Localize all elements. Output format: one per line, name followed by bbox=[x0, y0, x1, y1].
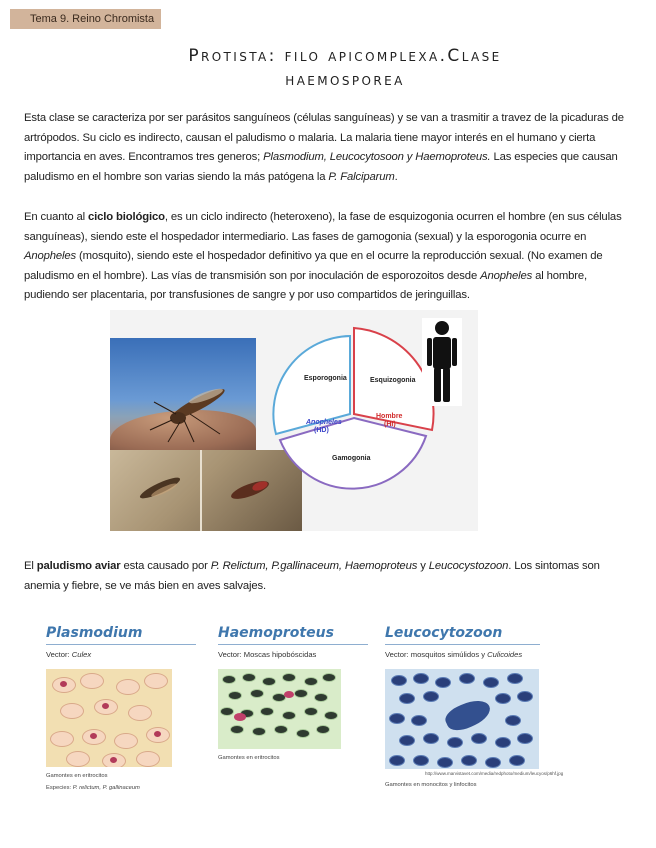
intro-genera: Plasmodium, Leucocytosoon y Haemoproteus. bbox=[263, 151, 491, 163]
label-hd: (HD) bbox=[314, 427, 329, 434]
organism-name: Haemoproteus bbox=[218, 625, 368, 645]
vector-label: Vector: bbox=[46, 650, 72, 659]
label-anopheles: Anopheles bbox=[306, 419, 342, 426]
chapter-tab bbox=[10, 9, 161, 29]
organism-haemoproteus bbox=[218, 625, 393, 761]
cycle-text-a: En cuanto al bbox=[24, 211, 88, 223]
intro-text-b: Las especies que causan paludismo en el hombre son varias siendo la más patógena la bbox=[24, 151, 618, 183]
intro-text-c: . bbox=[394, 170, 398, 183]
avian-text-c: y bbox=[417, 560, 429, 572]
page-title-line-2: haemosporea bbox=[285, 70, 405, 90]
avian-bold: paludismo aviar bbox=[36, 560, 121, 572]
label-hi: (HI) bbox=[384, 421, 396, 428]
cycle-bold: ciclo biológico bbox=[88, 211, 165, 223]
cycle-text-b: , es un ciclo indirecto (heteroxeno), la fase de esquizogonia ocurren el hombre (en sus células sanguíneas), siendo este el hospedador intermediario. Las fases de gamogonia (sexual) y la esporogonia ocurre en bbox=[24, 211, 622, 243]
species-value: P. relictum, P. gallinaceum bbox=[72, 785, 140, 791]
label-hombre: Hombre bbox=[376, 413, 403, 420]
avian-malaria-paragraph bbox=[24, 557, 624, 596]
label-esquizogonia: Esquizogonia bbox=[370, 377, 416, 384]
mosquito-photo bbox=[110, 338, 256, 450]
organism-name: Leucocytozoon bbox=[385, 625, 540, 645]
vector-value: Culicoides bbox=[487, 650, 523, 659]
organism-plasmodium bbox=[46, 625, 221, 791]
organism-vector bbox=[218, 650, 393, 659]
page-title bbox=[90, 44, 600, 92]
label-esporogonia: Esporogonia bbox=[304, 375, 347, 382]
chapter-tab-label: Tema 9. Reino Chromista bbox=[30, 13, 155, 25]
cycle-text-d: al hombre, pudiendo ser placentaria, por transfusiones de sangre y por uso compartidos de jeringuillas. bbox=[24, 269, 587, 301]
avian-text-d: . Los sintomas son anemia y fiebre, se ve más bien en aves salvajes. bbox=[24, 560, 600, 592]
life-cycle-figure bbox=[110, 310, 478, 531]
species-label: Especies: bbox=[46, 785, 73, 791]
image-source-url: http://www.marvistavet.com/media/redphoto/medium/leucyos/p6hf.jpg bbox=[425, 771, 564, 776]
avian-species: P. Relictum, P.gallinaceum, Haemoproteus bbox=[210, 560, 418, 572]
vector-value: Culex bbox=[71, 650, 92, 659]
organism-species bbox=[46, 785, 221, 791]
organism-vector bbox=[385, 650, 585, 659]
avian-species-2: Leucocystozoon bbox=[428, 560, 509, 572]
organism-name: Plasmodium bbox=[46, 625, 196, 645]
page-title-line-1: Protista: filo apicomplexa.Clase bbox=[188, 46, 502, 66]
intro-species: P. Falciparum bbox=[328, 170, 395, 183]
intro-paragraph bbox=[24, 109, 624, 187]
intro-text-a: Esta clase se caracteriza por ser parásitos sanguíneos (células sanguíneas) y se van a trasmitir a travez de la picaduras de artrópodos. Su ciclo es indirecto, causan el paludismo o malaria. La malaria tiene mayor interés en el humano y cierta importancia en aves. Encontramos tres generos; bbox=[24, 112, 624, 163]
label-gamogonia: Gamogonia bbox=[332, 455, 371, 462]
cycle-anopheles-2: Anopheles bbox=[480, 269, 533, 282]
cycle-text-c: (mosquito), siendo este el hospedador definitivo ya que en el ocurre la reproducción sexual. (No examen de paludismo en el hombre). Las vías de transmisión son por inoculación de esporozoitos desde bbox=[24, 250, 603, 282]
avian-text-a: El bbox=[24, 560, 37, 572]
organism-caption: Gamontes en eritrocitos bbox=[218, 755, 280, 761]
cycle-anopheles-1: Anopheles bbox=[24, 250, 77, 262]
vector-label: Vector: mosquitos simúlidos y bbox=[385, 650, 488, 659]
cycle-diagram bbox=[250, 318, 450, 508]
haemoproteus-micrograph bbox=[218, 669, 341, 749]
leucocytozoon-micrograph bbox=[385, 669, 539, 769]
organism-caption: Gamontes en monocitos y linfocitos bbox=[385, 782, 477, 788]
leucocytozoon-gamont bbox=[442, 694, 494, 735]
human-icon bbox=[422, 318, 462, 406]
cycle-paragraph bbox=[24, 208, 624, 306]
mosquito-icon bbox=[110, 338, 256, 450]
gamogonia-segment bbox=[280, 418, 426, 489]
organism-caption: Gamontes en eritrocitos bbox=[46, 773, 108, 779]
organism-vector bbox=[46, 650, 221, 659]
plasmodium-micrograph bbox=[46, 669, 172, 767]
vector-value: Moscas hipobóscidas bbox=[243, 650, 317, 659]
organism-leucocytozoon bbox=[385, 625, 585, 788]
avian-text-b: esta causado por bbox=[120, 560, 211, 572]
vector-label: Vector: bbox=[218, 650, 244, 659]
